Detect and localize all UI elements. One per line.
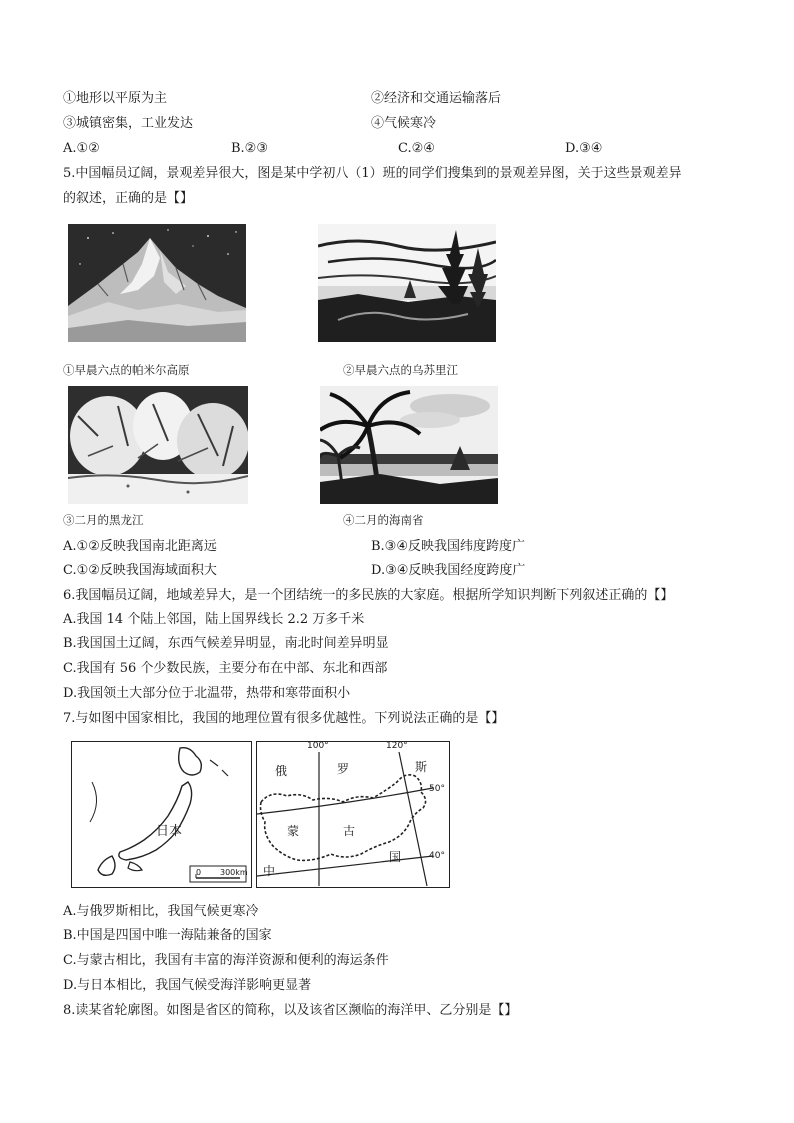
q6-option-b: B.我国国土辽阔，东西气候差异明显，南北时间差异明显 (63, 636, 389, 651)
caption-pamir: ①早晨六点的帕米尔高原 (63, 363, 190, 377)
q5-option-c: C.①②反映我国海域面积大 (63, 563, 217, 578)
q6-stem: 6.我国幅员辽阔，地域差异大，是一个团结统一的多民族的大家庭。根据所学知识判断下列叙述正确的【】 (63, 588, 674, 603)
pamir-plateau-image (68, 224, 246, 342)
q4-statement-3: ③城镇密集，工业发达 (63, 116, 194, 131)
q6-option-d: D.我国领土大部分位于北温带，热带和寒带面积小 (63, 686, 351, 701)
mongolia-label-3: 国 (389, 850, 402, 864)
china-label: 中 (263, 864, 276, 878)
latitude-40-label: 40° (429, 851, 445, 861)
q7-stem: 7.与如图中国家相比，我国的地理位置有很多优越性。下列说法正确的是【】 (63, 711, 505, 726)
q5-option-b: B.③④反映我国纬度跨度广 (371, 539, 525, 554)
caption-hainan: ④二月的海南省 (343, 513, 424, 527)
q4-statement-4: ④气候寒冷 (371, 116, 437, 131)
q4-option-d: D.③④ (565, 141, 603, 156)
q6-option-c: C.我国有 56 个少数民族，主要分布在中部、东北和西部 (63, 661, 388, 676)
q7-option-d: D.与日本相比，我国气候受海洋影响更显著 (63, 978, 312, 993)
q8-stem: 8.读某省轮廓图。如图是省区的简称，以及该省区濒临的海洋甲、乙分别是【】 (63, 1003, 518, 1018)
q4-option-b: B.②③ (231, 141, 268, 156)
mongolia-label-2: 古 (343, 824, 356, 838)
mongolia-map (256, 741, 450, 888)
scale-zero-label: 0 (196, 868, 202, 877)
longitude-120-label: 120° (386, 741, 408, 751)
q7-option-a: A.与俄罗斯相比，我国气候更寒冷 (63, 904, 259, 919)
q5-stem-line-1: 5.中国幅员辽阔，景观差异很大，图是某中学初八（1）班的同学们搜集到的景观差异图，关于这些景观差异 (63, 166, 682, 181)
q4-option-a: A.①② (63, 141, 100, 156)
longitude-100-label: 100° (307, 741, 329, 751)
ussuri-river-image (318, 224, 496, 342)
q4-statement-1: ①地形以平原为主 (63, 91, 168, 106)
heilongjiang-winter-image (68, 386, 248, 504)
caption-heilongjiang: ③二月的黑龙江 (63, 513, 144, 527)
japan-map (71, 741, 252, 888)
scale-length-label: 300km (220, 868, 248, 877)
q4-statement-2: ②经济和交通运输落后 (371, 91, 502, 106)
q5-stem-line-2: 的叙述，正确的是【】 (63, 191, 194, 206)
q5-option-d: D.③④反映我国经度跨度广 (371, 563, 526, 578)
mongolia-label-1: 蒙 (287, 824, 300, 838)
q4-option-c: C.②④ (398, 141, 435, 156)
q6-option-a: A.我国 14 个陆上邻国，陆上国界线长 2.2 万多千米 (63, 612, 365, 627)
q7-option-c: C.与蒙古相比，我国有丰富的海洋资源和便利的海运条件 (63, 953, 389, 968)
russia-label-3: 斯 (415, 760, 428, 774)
latitude-50-label: 50° (429, 784, 445, 794)
hainan-palm-image (320, 386, 498, 504)
q5-option-a: A.①②反映我国南北距离远 (63, 539, 217, 554)
caption-ussuri: ②早晨六点的乌苏里江 (343, 363, 458, 377)
russia-label-1: 俄 (275, 764, 288, 778)
japan-label: 日本 (156, 824, 183, 839)
q7-option-b: B.中国是四国中唯一海陆兼备的国家 (63, 928, 272, 943)
russia-label-2: 罗 (337, 762, 350, 776)
